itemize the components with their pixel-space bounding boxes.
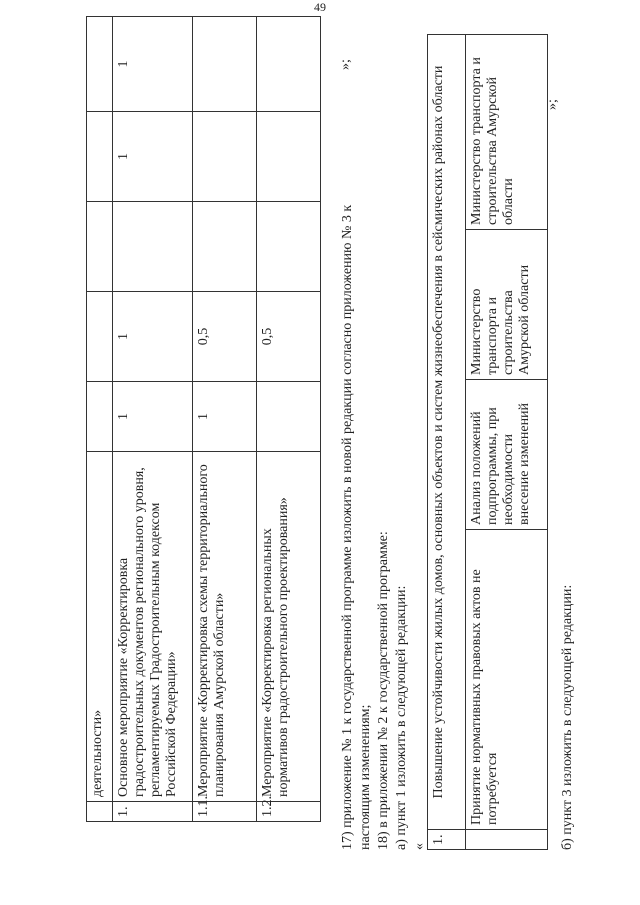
table-cell: 1 [113,382,193,452]
table-cell [113,202,193,292]
paragraph-18: 18) в приложении № 2 к государственной программе: [376,531,391,850]
paragraph-a: а) пункт 1 изложить в следующей редакции: [394,585,409,850]
table-cell: 0,5 [193,292,257,382]
row-number: 1.2. [257,802,321,822]
row-number: 1. [113,802,193,822]
paragraph-17: 17) приложение № 1 к государственной программе изложить в новой редакции согласно приложению № 3 к [340,204,355,850]
row-number: 1. [428,830,466,850]
table-cell [193,112,257,202]
table-row [466,35,548,850]
table-row [193,17,257,822]
table-cell: Мероприятие «Корректировка региональных нормативов градостроительного проектирования» [257,452,321,802]
table-cell [257,112,321,202]
table-cell: Анализ положений подпрограммы, при необходимости внесение изменений [466,380,548,530]
paragraph-17-cont: настоящим изменениям; [358,704,373,850]
table-cell: Основное мероприятие «Корректировка градостроительных документов регионального уровня, регламентируемых Градостроительным кодексом Российской Федерации» [113,452,193,802]
table-lower [427,34,548,850]
table-cell: Министерство транспорта и строительства Амурской области [466,230,548,380]
opening-quote: « [412,843,427,850]
table-row [87,17,113,822]
closing-quote: »; [338,59,353,70]
table-cell [193,17,257,112]
table-row [257,17,321,822]
paragraph-b: б) пункт 3 изложить в следующей редакции: [560,584,575,850]
page-number: 49 [314,0,326,14]
table-cell: 1 [193,382,257,452]
table-cell [257,202,321,292]
table-cell [257,382,321,452]
table-cell: 1 [113,112,193,202]
table-cell: 1 [113,17,193,112]
table-cell: Принятие нормативных правовых актов не потребуется [466,530,548,830]
table-cell: 1 [113,292,193,382]
table-cell: деятельности» [87,452,113,802]
row-number: 1.1. [193,802,257,822]
table-cell [193,202,257,292]
table-row [428,35,466,850]
table-cell: Мероприятие «Корректировка схемы территориального планирования Амурской области» [193,452,257,802]
table-cell [257,17,321,112]
table-cell: 0,5 [257,292,321,382]
table-cell: Министерство транспорта и строительства Амурской области [466,35,548,230]
table-row [113,17,193,822]
table-upper [86,16,321,822]
closing-quote-2: »; [545,99,560,110]
section-header: Повышение устойчивости жилых домов, основных объектов и систем жизнеобеспечения в сейсмических районах области [428,35,466,830]
